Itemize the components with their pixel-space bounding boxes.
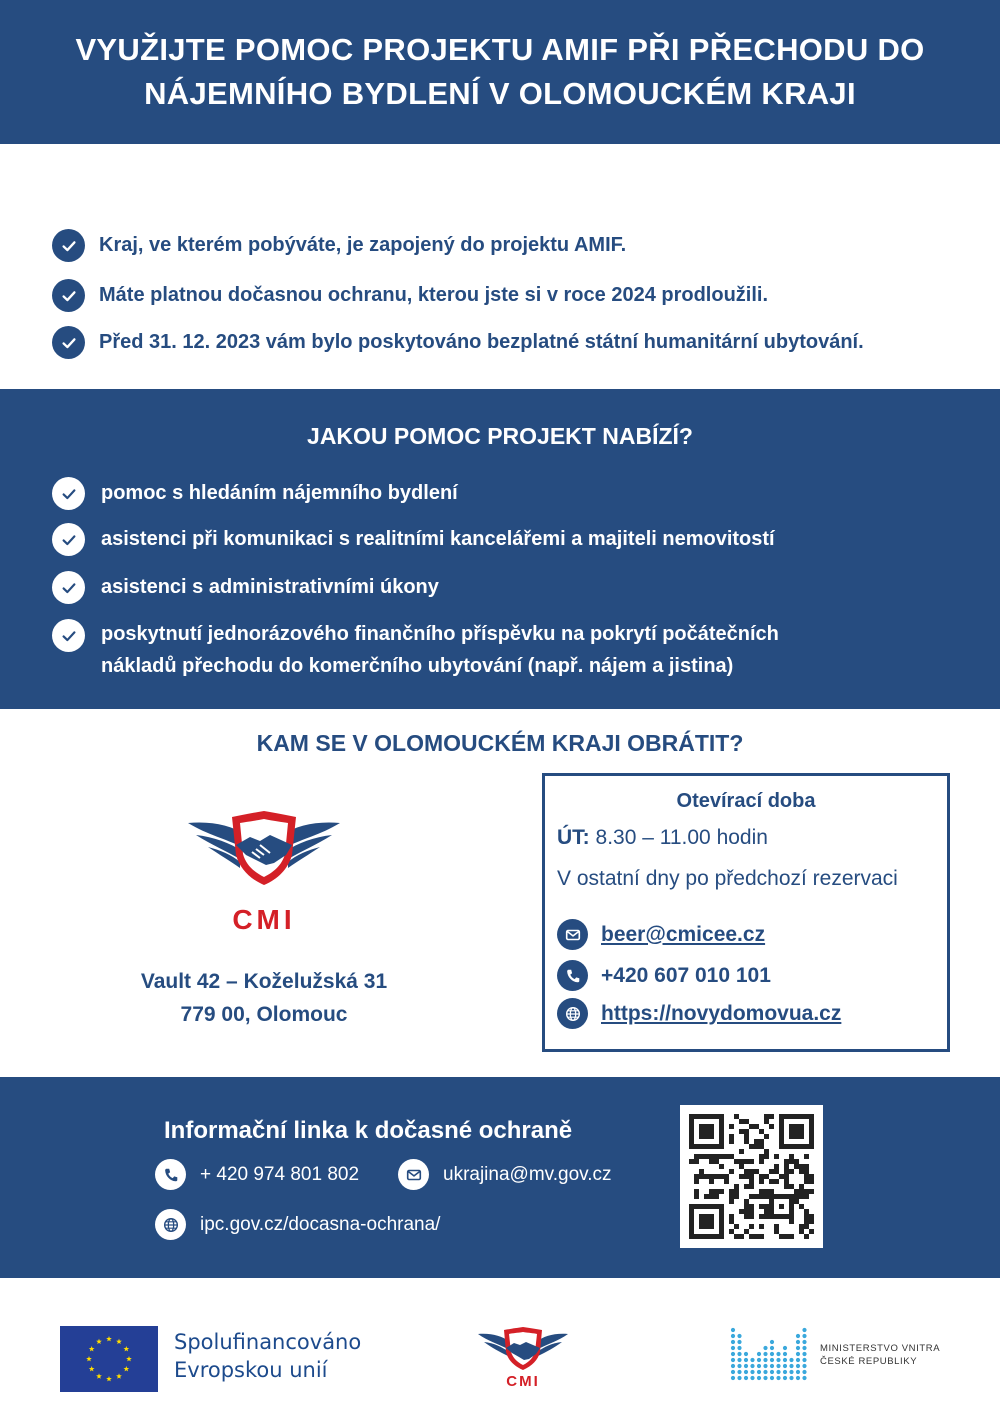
check-icon bbox=[52, 279, 85, 312]
check-icon bbox=[52, 326, 85, 359]
mail-icon bbox=[398, 1159, 429, 1190]
info-web bbox=[155, 1209, 440, 1240]
check-icon bbox=[52, 619, 85, 652]
contact-title: KAM SE V OLOMOUCKÉM KRAJI OBRÁTIT? bbox=[256, 730, 744, 756]
offer-item bbox=[52, 618, 779, 682]
opening-hours-time: 8.30 – 11.00 hodin bbox=[595, 826, 768, 849]
mv-cr-logo bbox=[730, 1322, 810, 1382]
check-icon bbox=[52, 229, 85, 262]
info-line-title: Informační linka k dočasné ochraně bbox=[164, 1117, 573, 1144]
eligibility-item bbox=[52, 279, 768, 312]
contact-email-link[interactable]: beer@cmicee.cz bbox=[601, 922, 766, 946]
opening-hours-box bbox=[542, 773, 950, 1052]
page-title-line1: VYUŽIJTE POMOC PROJEKTU AMIF PŘI PŘECHODU DO bbox=[75, 32, 925, 67]
ministry-line1: MINISTERSTVO VNITRA bbox=[820, 1343, 941, 1354]
cmi-logo-text: CMI bbox=[232, 904, 296, 935]
qr-code-image bbox=[689, 1114, 814, 1239]
eligibility-item-text: Kraj, ve kterém pobýváte, je zapojený do projektu AMIF. bbox=[99, 234, 627, 256]
eligibility-item bbox=[52, 229, 626, 262]
contact-web bbox=[557, 998, 841, 1029]
page-title bbox=[75, 28, 924, 116]
contact-phone bbox=[557, 960, 771, 991]
cmi-logo-small bbox=[476, 1324, 570, 1390]
cmi-logo bbox=[186, 805, 342, 935]
address-line1: Vault 42 – Koželužská 31 bbox=[140, 970, 388, 993]
opening-hours-line bbox=[557, 826, 768, 850]
info-line-section bbox=[0, 1077, 1000, 1278]
info-web-text: ipc.gov.cz/docasna-ochrana/ bbox=[200, 1213, 441, 1235]
ministry-line2: ČESKÉ REPUBLIKY bbox=[820, 1356, 918, 1367]
cmi-logo-small-text: CMI bbox=[506, 1373, 540, 1390]
offer-item-text-line2: nákladů přechodu do komerčního ubytování (např. nájem a jistina) bbox=[101, 655, 734, 677]
offer-section bbox=[0, 389, 1000, 709]
offer-item-text bbox=[101, 618, 779, 682]
globe-icon bbox=[557, 998, 588, 1029]
offer-title: JAKOU POMOC PROJEKT NABÍZÍ? bbox=[307, 423, 693, 449]
eligibility-item-text: Máte platnou dočasnou ochranu, kterou jste si v roce 2024 prodloužili. bbox=[99, 284, 769, 306]
qr-code[interactable] bbox=[680, 1105, 823, 1248]
info-phone-text: + 420 974 801 802 bbox=[200, 1163, 360, 1185]
check-icon bbox=[52, 571, 85, 604]
phone-icon bbox=[557, 960, 588, 991]
offer-item-text-line1: poskytnutí jednorázového finančního příspěvku na pokrytí počátečních bbox=[101, 623, 779, 645]
offer-item-text: pomoc s hledáním nájemního bydlení bbox=[101, 482, 458, 504]
offer-item bbox=[52, 523, 775, 556]
opening-hours-day: ÚT: bbox=[557, 826, 590, 849]
offer-item-text: asistenci při komunikaci s realitními kancelářemi a majiteli nemovitostí bbox=[101, 528, 775, 550]
eu-cofinanced-line2: Evropskou unií bbox=[174, 1358, 328, 1382]
page-title-line2: NÁJEMNÍHO BYDLENÍ V OLOMOUCKÉM KRAJI bbox=[144, 76, 856, 111]
eu-stars-icon bbox=[60, 1326, 158, 1392]
opening-hours-title: Otevírací doba bbox=[676, 790, 816, 812]
eligibility-item-text: Před 31. 12. 2023 vám bylo poskytováno bezplatné státní humanitární ubytování. bbox=[99, 331, 864, 353]
eu-cofinanced-line1: Spolufinancováno bbox=[174, 1330, 362, 1354]
info-email bbox=[398, 1159, 612, 1190]
contact-phone-text: +420 607 010 101 bbox=[601, 963, 771, 987]
header-banner bbox=[0, 0, 1000, 144]
check-icon bbox=[52, 523, 85, 556]
offer-item-text: asistenci s administrativními úkony bbox=[101, 576, 439, 598]
offer-item bbox=[52, 571, 439, 604]
info-phone bbox=[155, 1159, 359, 1190]
contact-email bbox=[557, 919, 765, 950]
mail-icon bbox=[557, 919, 588, 950]
eu-flag bbox=[60, 1326, 158, 1392]
offer-item bbox=[52, 477, 458, 510]
globe-icon bbox=[155, 1209, 186, 1240]
opening-hours-other: V ostatní dny po předchozí rezervaci bbox=[557, 867, 898, 890]
info-email-text: ukrajina@mv.gov.cz bbox=[443, 1163, 612, 1185]
contact-web-link[interactable]: https://novydomovua.cz bbox=[601, 1001, 842, 1025]
phone-icon bbox=[155, 1159, 186, 1190]
address-line2: 779 00, Olomouc bbox=[180, 1003, 348, 1026]
check-icon bbox=[52, 477, 85, 510]
eligibility-item bbox=[52, 326, 864, 359]
